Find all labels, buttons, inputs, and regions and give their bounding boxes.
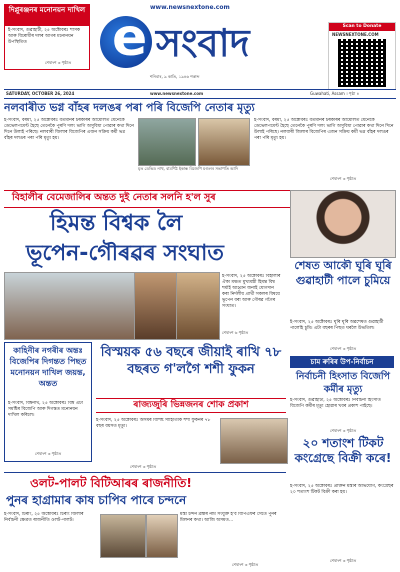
top-story-caption: মৃত ডেভিড নাথ, বামপিঠ ইকান্ধ বিজেপি মণ্ডলৰ সভাপতি আদি (138, 166, 239, 171)
ear-left-more: শেষাংশ ৩ পৃষ্ঠাত (45, 60, 72, 65)
left-box-body: ই-সংবাদ, বিশ্বনাথ, ২৫ অক্টোবৰঃ বিশ্ব এটা সমষ্টিৰ বিজেপি আৰু দিগন্তত মনোনয়ন দাখিল কৰিলে। (8, 401, 83, 418)
qr-code-icon[interactable] (338, 39, 386, 87)
ear-left-box (4, 4, 90, 70)
top-story-body-right: ই-সংবাদ, বৰমা, ২৫ অক্টোবৰঃ বৰ্তমানৰ চৰকাৰৰ আমোলত যেনেকৈ ডেভেলপমেণ্ট হৈছে তেনেকৈ পুৰণি দলং ভাগি অসুবিধা পোৱাৰ কথা দিনে দিনে উলাই পৰিছে। নলবাৰী জিলাৰ বিজেপিৰ এজন সক্ৰিয় কৰ্মী ভগ্ন বাঁহৰ দলঙৰ পৰা পৰি মৃত্যু হয়। (254, 118, 394, 141)
ear-left-body: ই-সংবাদ, গুৱাহাটী, ২৫ অক্টোবৰঃ শাসক আৰু বিৰোধীৰ দলৰ আগৰ মনোনয়ন উপস্থিতিত (8, 28, 81, 45)
bottom-photo-1 (100, 514, 146, 558)
logo-text: সংবাদ (156, 21, 250, 65)
center-story-more[interactable]: শেষাংশ ৩ পৃষ্ঠাত (130, 464, 157, 469)
top-story-headline[interactable]: নলবাৰীত ভগ্ন বাঁহৰ দলঙৰ পৰা পৰি বিজেপি নেতাৰ মৃত্যু (4, 101, 255, 114)
dateline-left: SATURDAY, OCTOBER 26, 2024 (6, 91, 75, 96)
center-story-kicker: ৰাজ্যজুৰি ভিন্নজনৰ শোক প্ৰকাশ (96, 398, 286, 413)
top-story-body: ই-সংবাদ, বৰমা, ২৫ অক্টোবৰঃ বৰ্তমানৰ চৰকাৰৰ আমোলত যেনেকৈ ডেভেলপমেণ্ট হৈছে তেনেকৈ পুৰণি দলং ভাগি অসুবিধা পোৱাৰ কথা দিনে দিনে উলাই পৰিছে। নলবাৰী জিলাৰ বিজেপিৰ এজন সক্ৰিয় কৰ্মী ভগ্ন বাঁহৰ দলঙৰ পৰা পৰি মৃত্যু হয়। (4, 118, 134, 141)
right-feature-body: ই-সংবাদ, ২৫ অক্টোবৰঃ ঘূৰি ঘূৰি অৱশেষত গুৱাহাটী পালেহি চুমি। এটা বছৰৰ পিছত ঘৰলৈ উভতিল। (290, 320, 384, 331)
bottom-body-2: মন্ত্ৰী চন্দন ব্ৰহ্মৰ নাম সংযুক্ত হ'ব বিপিএফৰ সৈতে পুনৰ মিলনৰ কথা। আজি অসমত... (180, 512, 277, 523)
dateline-center[interactable]: www.newsnextone.com (150, 91, 204, 96)
right-story3-body: ই-সংবাদ, ২৫ অক্টোবৰঃ প্ৰাক্তন মন্ত্ৰীৰ অভিযোগ, কংগ্ৰেছৰ ২০ শতাংশ টিকট বিক্ৰী কৰা হয়। (290, 484, 394, 495)
masthead-logo (100, 8, 320, 74)
dateline-bottom-rule (4, 98, 396, 99)
right-story2-more[interactable]: শেষাংশ ৩ পৃষ্ঠাত (330, 428, 357, 433)
right-story3-headline[interactable]: ২০ শতাংশ টিকট কংগ্ৰেছে বিক্ৰী কৰে! (294, 436, 392, 465)
center-story-photo (220, 418, 288, 464)
top-story-photo-bridge (138, 118, 196, 166)
top-story-more[interactable]: শেষাংশ ৩ পৃষ্ঠাত (330, 176, 357, 181)
right-story3-more[interactable]: শেষাংশ ৩ পৃষ্ঠাত (330, 558, 357, 563)
left-box-more[interactable]: শেষাংশ ৩ পৃষ্ঠাত (35, 451, 62, 456)
lead-body: ই-সংবাদ, ২৫ অক্টোবৰঃ বিহালীৰ ঐক্য মঞ্চত মুখ্যমন্ত্ৰী হিমন্ত বিশ্ব শৰ্মাই আহ্বান জনাই যোগদান কৰা নিৰ্দলীয় প্ৰাৰ্থী সকলৰ বিষয়ে ভূপেন বৰা আৰু গৌৰৱ গগৈৰ সংঘাত। (222, 274, 281, 309)
right-feature-headline[interactable]: শেষত আকৌ ঘূৰি ঘূৰি গুৱাহাটী পালে চুমিয়ে (294, 259, 392, 287)
donate-title: Scan to Donate (329, 23, 395, 31)
bottom-photo-2 (146, 514, 178, 558)
left-box-headline[interactable]: কাহিনীৰ নগৰীৰ অন্তঃ বিজেপিৰ দিগন্তত পিছত মনোনয়ন দাখিল জয়ন্ত, অন্তত (9, 346, 87, 388)
lead-more[interactable]: শেষাংশ ৬ পৃষ্ঠাত (222, 330, 249, 335)
donate-url: NEWSNEXTONE.COM (332, 32, 379, 37)
center-story-headline[interactable]: বিস্ময়ক ৫৬ বছৰে জীয়াই ৰাখি ৭৮ বছৰত গ'লগৈ শশী ফুকন (100, 345, 282, 377)
lead-photo-rally (4, 272, 136, 340)
center-story-body: ই-সংবাদ, ২৫ অক্টোবৰঃ অসমৰ বিশিষ্ট সাহিত্যিক শশী ফুকনৰ ৭৮ বছৰ বয়সত মৃত্যু। (96, 418, 211, 429)
dateline-top-rule (4, 89, 396, 90)
bottom-body: ই-সংবাদ, চিৰাং, ২৫ অক্টোবৰঃ চিৰাং জিলাৰ নিৰ্বাচনী ক্ষেত্ৰত ৰাজনীতি ওলট-পালট। (4, 512, 84, 523)
lead-kicker: বিহালীৰ বেমেজালিৰ অন্তত দুই নেতাৰ সলনি হ'ল সুৰ (12, 192, 216, 203)
lead-headline-2[interactable]: ভূপেন-গৌৰৱৰ সংঘাত (26, 241, 224, 266)
right-feature-photo (290, 190, 396, 258)
top-story-photo-portrait (198, 118, 250, 166)
bottom-more[interactable]: শেষাংশ ৩ পৃষ্ঠাত (232, 562, 259, 567)
lead-photo-leader-2 (176, 272, 220, 340)
masthead-url[interactable]: www.newsnextone.com (150, 4, 230, 11)
ear-left-headline: দিপ্লুৰঞ্জনৰ মনোনয়ন দাখিল (5, 5, 89, 26)
right-kicker: চাম ৰুৰিৰ উপ-নিৰ্বাচন (290, 356, 394, 368)
left-box (4, 342, 92, 462)
bottom-headline-1[interactable]: ওলট-পালট বিটিআৰৰ ৰাজনীতি! (30, 476, 192, 490)
lead-photo-leader-1 (134, 272, 178, 340)
lead-headline-1[interactable]: হিমন্ত বিশ্বক লৈ (50, 211, 183, 236)
right-story2-body: ই-সংবাদ, গুৱাহাটী, ২৫ অক্টোবৰঃ নিৰ্বাচনী হিংসাত বিজেপি কৰ্মীৰ মৃত্যু হোৱাৰ খবৰ প্ৰকাশ পাইছে। (290, 398, 381, 409)
dateline-right: Guwahati, Assam । পৃষ্ঠা ৪ (310, 91, 360, 96)
masthead-date-center: শনিবাৰ, ৯ কাতি, ১৯৪৬ শকাব্দ (150, 74, 200, 79)
bottom-rule (4, 472, 286, 473)
right-feature-more[interactable]: শেষাংশ ৩ পৃষ্ঠাত (330, 346, 357, 351)
right-story2-headline[interactable]: নিৰ্বাচনী হিংসাত বিজেপি কৰ্মীৰ মৃত্যু (295, 371, 390, 395)
logo-letter: e (112, 8, 148, 68)
donate-box (328, 22, 396, 90)
bottom-headline-2[interactable]: পুনৰ হাগ্ৰামাৰ কাষ চাপিব পাৰে চন্দনে (6, 493, 187, 507)
